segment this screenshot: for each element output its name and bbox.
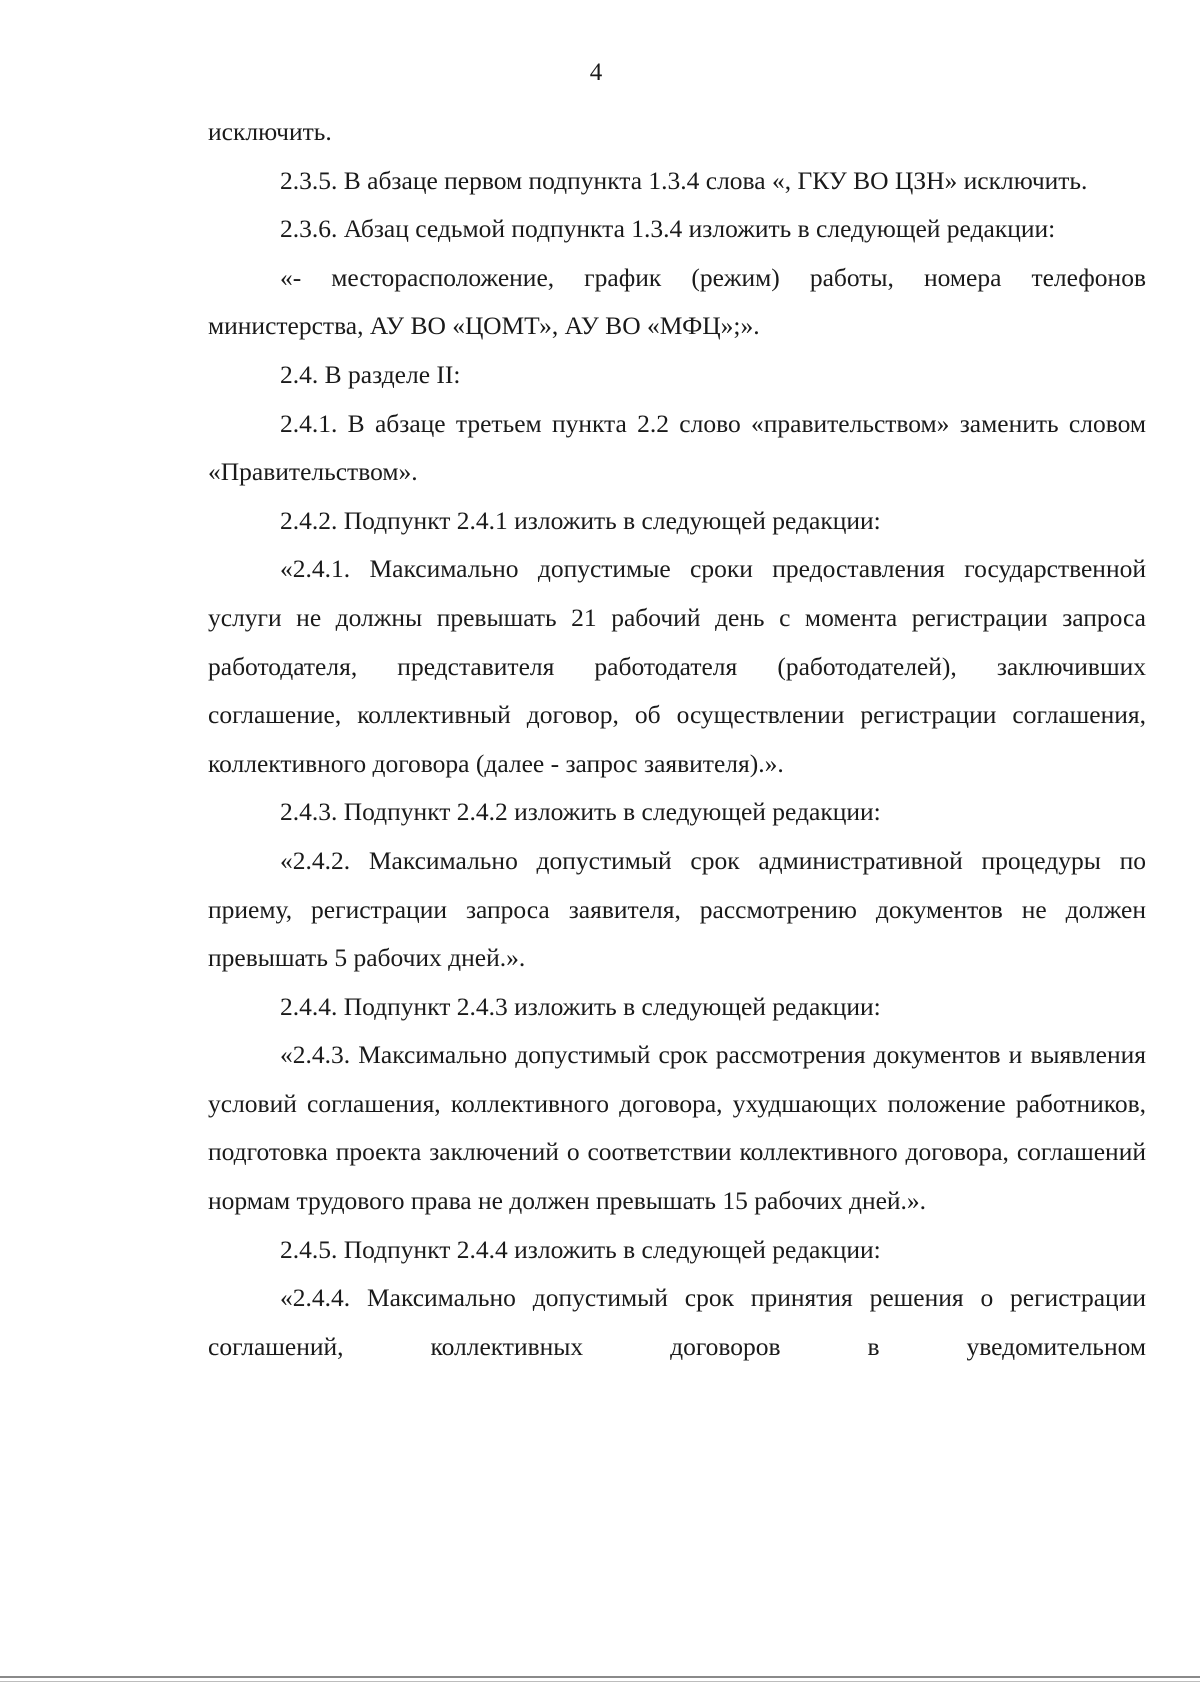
scan-edge-line-secondary <box>0 1681 1200 1682</box>
paragraph-2-3-5: 2.3.5. В абзаце первом подпункта 1.3.4 слова «, ГКУ ВО ЦЗН» исключить. <box>280 165 1088 195</box>
page-number: 4 <box>589 59 603 86</box>
paragraph-2-4-2-quote: «2.4.1. Максимально допустимые сроки предоставления государственной услуги не должны превышать 21 рабочий день с момента регистрации запроса работодателя, представителя работодателя (работодателей), заключивших соглашение, коллективный договор, об осуществлении регистрации соглашения, коллективного договора (далее - запрос заявителя).». <box>208 554 1146 778</box>
paragraph-2-4-4-quote: «2.4.3. Максимально допустимый срок рассмотрения документов и выявления условий соглашения, коллективного договора, ухудшающих положение работников, подготовка проекта заключений о соответствии коллективного договора, соглашений нормам трудового права не должен превышать 15 рабочих дней.». <box>208 1040 1146 1216</box>
paragraph-2-3-6-quote: «- месторасположение, график (режим) работы, номера телефонов министерства, АУ ВО «ЦОМТ», АУ ВО «МФЦ»;». <box>208 262 1146 341</box>
scan-edge-line <box>0 1676 1200 1678</box>
paragraph-2-4-1: 2.4.1. В абзаце третьем пункта 2.2 слово «правительством» заменить словом «Правительством». <box>208 408 1146 487</box>
paragraph-2-4-3-quote: «2.4.2. Максимально допустимый срок административной процедуры по приему, регистрации запроса заявителя, рассмотрению документов не должен превышать 5 рабочих дней.». <box>208 845 1146 973</box>
paragraph-2-3-6: 2.3.6. Абзац седьмой подпункта 1.3.4 изложить в следующей редакции: <box>280 214 1056 244</box>
paragraph-2-4-2: 2.4.2. Подпункт 2.4.1 изложить в следующей редакции: <box>280 505 881 535</box>
paragraph-continuation: исключить. <box>208 117 332 146</box>
paragraph-2-4: 2.4. В разделе II: <box>280 359 461 389</box>
document-body <box>208 108 1146 1371</box>
paragraph-2-4-5-quote: «2.4.4. Максимально допустимый срок принятия решения о регистрации соглашений, коллективных договоров в уведомительном <box>208 1283 1146 1361</box>
paragraph-2-4-4: 2.4.4. Подпункт 2.4.3 изложить в следующей редакции: <box>280 991 881 1021</box>
paragraph-2-4-3: 2.4.3. Подпункт 2.4.2 изложить в следующей редакции: <box>280 797 881 827</box>
paragraph-2-4-5: 2.4.5. Подпункт 2.4.4 изложить в следующей редакции: <box>280 1234 881 1264</box>
